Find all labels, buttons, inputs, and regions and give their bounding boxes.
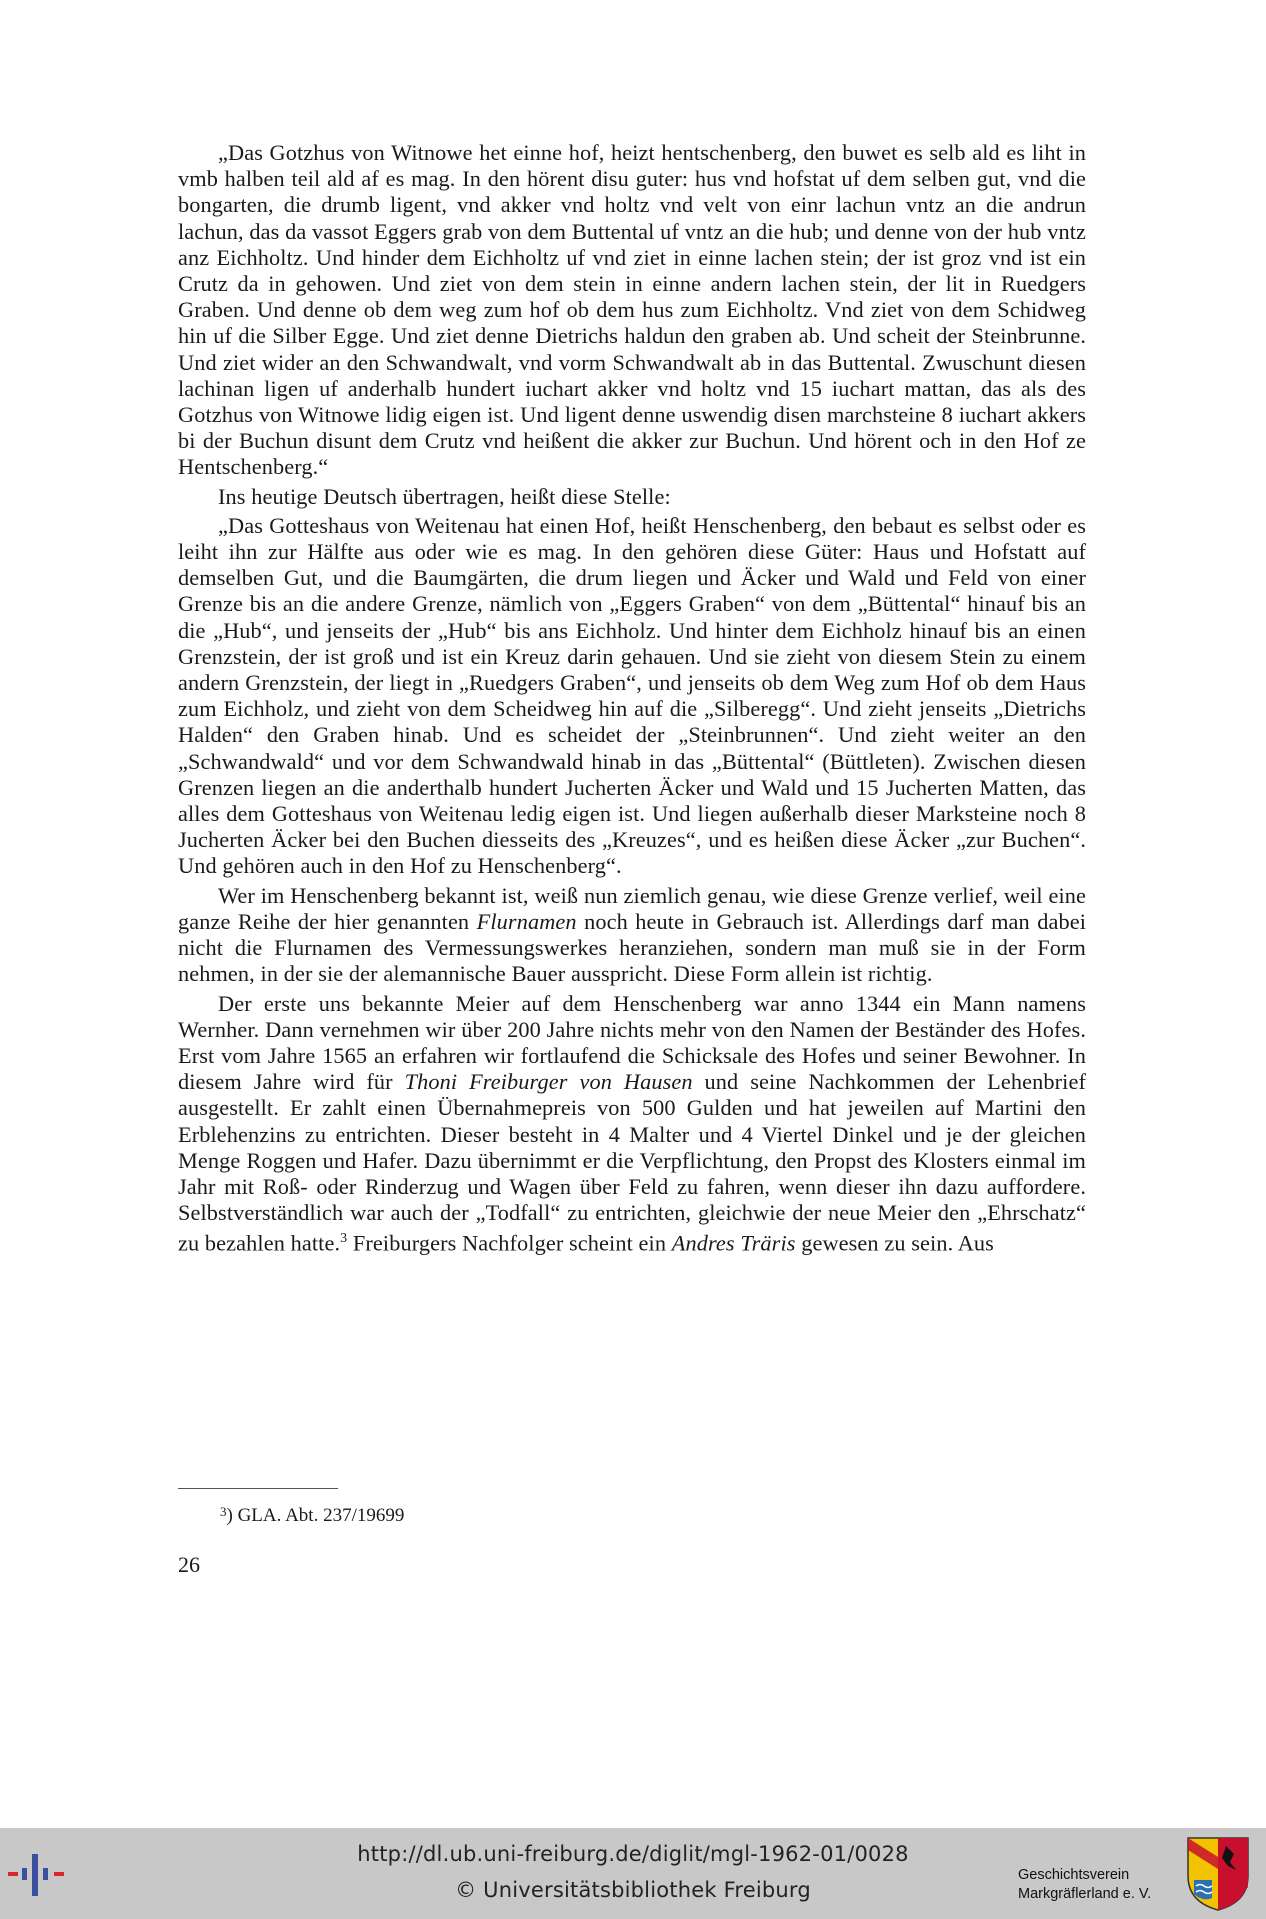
page-number: 26	[178, 1552, 200, 1577]
quote-modern-german: „Das Gotteshaus von Weitenau hat einen Hof, heißt Henschenberg, den bebaut es selbst oder es leiht ihn zur Hälfte aus oder wie es mag. In den gehören diese Güter: Haus und Hofstatt auf demselben Gut, und die Baumgärten, die drum liegen und Äcker und Wald und Feld von einer Grenze bis an die andere Grenze, nämlich von „Eggers Graben“ von dem „Büttental“ hinauf bis an die „Hub“, und jenseits der „Hub“ bis ans Eichholz. Und hinter dem Eichholz hinauf bis an einen Grenzstein, der ist groß und ist ein Kreuz darin gehauen. Und sie zieht von diesem Stein zu einem andern Grenzstein, der liegt in „Ruedgers Graben“, und jenseits ob dem Weg zum Hof ob dem Haus zum Eichholz, und zieht von dem Scheidweg hin auf die „Silberegg“. Und zieht jenseits „Dietrichs Halden“ den Graben hinab. Und es scheidet der „Steinbrunnen“. Und zieht weiter an den „Schwandwald“ und vor dem Schwandwald hinab in das „Büttental“ (Büttleten). Zwischen diesen Grenzen liegen an die anderthalb hundert Jucherten Äcker und Wald und 15 Jucherten Matten, das alles dem Gotteshaus von Weitenau ledig eigen ist. Und liegen außerhalb dieser Marksteine noch 8 Jucherten Äcker bei den Buchen diesseits des „Kreuzes“, und es heißen diese Äcker „zur Buchen“. Und gehören auch in den Hof zu Henschenberg“.	[178, 512, 1086, 879]
text-run: und seine Nachkommen der Lehenbrief ausgestellt. Er zahlt einen Übernahmepreis von 500 Gulden und hat jeweilen auf Martini den Erblehenzins zu entrichten. Dieser besteht in 4 Malter und 4 Viertel Dinkel und je der gleichen Menge Roggen und Hafer. Dazu übernimmt er die Verpflichtung, den Propst des Klosters einmal im Jahr mit Roß- oder Rinderzug und Wagen über Feld zu fahren, wenn dieser ihn dazu auffordere. Selbstverständlich war auch der „Todfall“ zu entrichten, gleichwie der neue Meier den „Ehrschatz“ zu bezahlen hatte.	[178, 1069, 1086, 1256]
society-line-2: Markgräflerland e. V.	[1018, 1886, 1152, 1902]
emphasis-text: Flurnamen	[476, 908, 577, 934]
footnote-reference[interactable]: 3	[340, 1231, 348, 1247]
coat-of-arms-icon	[1186, 1836, 1250, 1912]
permalink-url[interactable]: http://dl.ub.uni-freiburg.de/diglit/mgl-1962-01/0028	[357, 1842, 909, 1866]
text-run: noch heute in Gebrauch ist. Allerdings darf man dabei nicht die Flurnamen des Vermessungswerkes heranziehen, sondern man muß sie in der Form nehmen, in der sie der alemannische Bauer ausspricht. Diese Form allein ist richtig.	[178, 908, 1086, 987]
society-line-1: Geschichtsverein	[1018, 1867, 1130, 1883]
transition-sentence: Ins heutige Deutsch übertragen, heißt diese Stelle:	[218, 483, 671, 509]
text-run: Der erste uns bekannte Meier auf dem Henschenberg war anno 1344 ein Mann namens Wernher. Dann vernehmen wir über 200 Jahre nichts mehr von den Namen der Beständer des Hofes. Erst vom Jahre 1565 an erfahren wir fortlaufend die Schicksale des Hofes und seiner Bewohner. In diesem Jahre wird für	[178, 990, 1086, 1095]
footer-bar	[0, 1828, 1266, 1919]
body-text	[178, 140, 1086, 1257]
text-run: Freiburgers Nachfolger scheint ein	[347, 1230, 672, 1256]
text-run: Wer im Henschenberg bekannt ist, weiß nun ziemlich genau, wie diese Grenze verlief, weil eine ganze Reihe der hier genannten	[178, 882, 1086, 934]
footnote-text: ) GLA. Abt. 237/19699	[226, 1505, 405, 1526]
society-name	[1018, 1866, 1186, 1904]
footnote	[220, 1500, 404, 1528]
quote-old-german: „Das Gotzhus von Witnowe het einne hof, heizt hentschenberg, den buwet es selb ald es liht in vmb halben teil ald af es mag. In den hörent disu guter: hus vnd hofstat uf dem selben gut, vnd die bongarten, die drumb ligent, vnd akker vnd holtz vnd velt von einr lachun vntz an die andrun lachun, das da vassot Eggers grab von dem Buttental uf vntz an die hub; und denne von der hub vntz anz Eichholtz. Und hinder dem Eichholtz uf vnd ziet in einne lachen stein; der ist groz vnd ist ein Crutz da in gehowen. Und ziet von dem stein in einne andern lachen stein, der lit in Ruedgers Graben. Und denne ob dem weg zum hof ob dem hus zum Eichholtz. Vnd ziet von dem Schidweg hin uf die Silber Egge. Und ziet denne Dietrichs haldun den graben ab. Und scheit der Steinbrunne. Und ziet wider an den Schwandwalt, vnd vorm Schwandwalt ab in das Buttental. Zwuschunt diesen lachinan ligen uf anderhalb hundert iuchart akker vnd holtz vnd 15 iuchart mattan, das als des Gotzhus von Witnowe lidig eigen ist. Und ligent denne uswendig disen marchsteine 8 iuchart akkers bi der Buchun disunt dem Crutz vnd heißent die akker zur Buchun. Und hörent och in den Hof ze Hentschenberg.“	[178, 140, 1086, 480]
footnote-divider	[178, 1488, 338, 1489]
copyright-notice: © Universitätsbibliothek Freiburg	[455, 1878, 811, 1902]
text-run: gewesen zu sein. Aus	[795, 1230, 994, 1256]
footnote-marker: 3	[220, 1504, 227, 1519]
paragraph-flurnamen	[178, 883, 1086, 988]
emphasis-name: Thoni Freiburger von Hausen	[404, 1069, 693, 1095]
emphasis-name: Andres Träris	[671, 1230, 796, 1256]
paragraph-meier	[178, 991, 1086, 1257]
